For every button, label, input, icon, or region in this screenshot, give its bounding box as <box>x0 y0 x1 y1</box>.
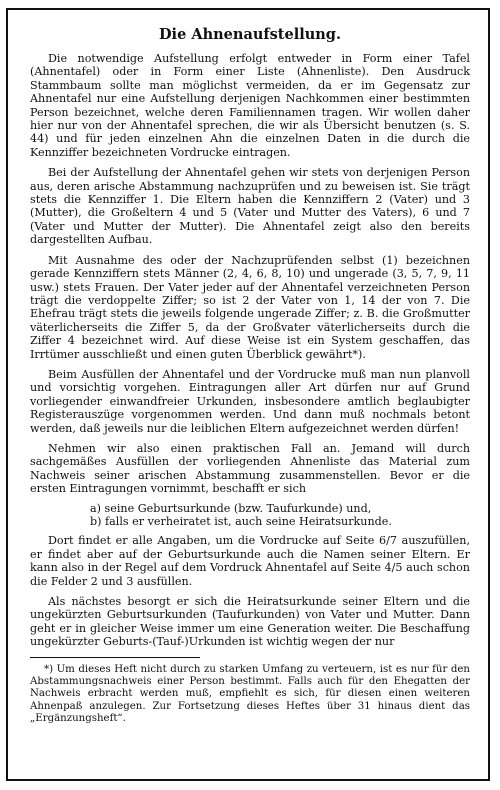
paragraph-3: Mit Ausnahme des oder der Nachzuprüfenden selbst (1) bezeichnen gerade Kennziffern stets Männer (2, 4, 6, 8, 10) und ungerade (3, 5, 7, 9, 11 usw.) stets Frauen. Der Vater jeder auf der Ahnentafel verzeichneten Person trägt die verdoppelte Ziffer; so ist 2 der Vater von 1, 14 der von 7. Die Ehefrau trägt stets die jeweils folgende ungerade Ziffer; z. B. die Großmutter väterlicherseits die Ziffer 5, da der Großvater väterlicherseits durch die Ziffer 4 bezeichnet wird. Auf diese Weise ist ein System geschaffen, das Irrtümer ausschließt und einen guten Überblick gewährt*). <box>30 253 470 361</box>
paragraph-5: Nehmen wir also einen praktischen Fall an. Jemand will durch sachgemäßes Ausfüllen der vorliegenden Ahnenliste das Material zum Nachweis seiner arischen Abstammung zusammenstellen. Bevor er die ersten Eintragungen vornimmt, beschafft er sich <box>30 441 470 496</box>
paragraph-2: Bei der Aufstellung der Ahnentafel gehen wir stets von derjenigen Person aus, deren arische Abstammung nachzuprüfen und zu beweisen ist. Sie trägt stets die Kennziffer 1. Die Eltern haben die Kennziffern 2 (Vater) und 3 (Mutter), die Großeltern 4 und 5 (Vater und Mutter des Vaters), 6 und 7 (Vater und Mutter der Mutter). Die Ahnentafel zeigt also den bereits dargestellten Aufbau. <box>30 166 470 247</box>
paragraph-1: Die notwendige Aufstellung erfolgt entweder in Form einer Tafel (Ahnentafel) oder in Form einer Liste (Ahnenliste). Den Ausdruck Stammbaum sollte man möglichst vermeiden, da er im Gegensatz zur Ahnentafel nur eine Aufstellung derjenigen Nachkommen einer bestimmten Person bezeichnet, welche deren Familiennamen tragen. Wir wollen daher hier nur von der Ahnentafel sprechen, die wir als Übersicht benutzen (s. S. 44) und für jeden einzelnen Ahn die einzelnen Daten in die durch die Kennziffer bezeichneten Vordrucke eintragen. <box>30 52 470 159</box>
page-title: Die Ahnenaufstellung. <box>158 26 341 43</box>
document-list <box>90 502 470 529</box>
list-item-a: a) seine Geburtsurkunde (bzw. Taufurkunde) und, <box>90 501 372 515</box>
paragraph-6: Dort findet er alle Angaben, um die Vordrucke auf Seite 6/7 auszufüllen, er findet aber auf der Geburtsurkunde auch die Namen seiner Eltern. Er kann also in der Regel auf dem Vordruck Ahnentafel auf Seite 4/5 auch schon die Felder 2 und 3 ausfüllen. <box>30 534 470 588</box>
document-page <box>6 8 490 781</box>
footnote-divider <box>30 657 200 658</box>
footnote: *) Um dieses Heft nicht durch zu starken Umfang zu verteuern, ist es nur für den Abstammungsnachweis einer Person bestimmt. Falls auch für den Ehegatten der Nachweis erbracht werden muß, empfiehlt es sich, für diesen einen weiteren Ahnenpaß anzulegen. Zur Fortsetzung dieses Heftes über 31 hinaus dient das „Ergänzungsheft“. <box>30 663 470 725</box>
paragraph-7: Als nächstes besorgt er sich die Heiratsurkunde seiner Eltern und die ungekürzten Geburtsurkunden (Taufurkunden) von Vater und Mutter. Dann geht er in gleicher Weise immer um eine Generation weiter. Die Beschaffung ungekürzter Geburts-(Tauf-)Urkunden ist wichtig wegen der nur <box>30 595 470 649</box>
paragraph-4: Beim Ausfüllen der Ahnentafel und der Vordrucke muß man nun planvoll und vorsichtig vorgehen. Eintragungen aller Art dürfen nur auf Grund vorliegender einwandfreier Urkunden, insbesondere amtlich beglaubigter Registerauszüge vorgenommen werden. Und dann muß nochmals betont werden, daß jeweils nur die leiblichen Eltern aufgezeichnet werden dürfen! <box>30 367 470 435</box>
list-item-b: b) falls er verheiratet ist, auch seine Heiratsurkunde. <box>90 515 392 528</box>
